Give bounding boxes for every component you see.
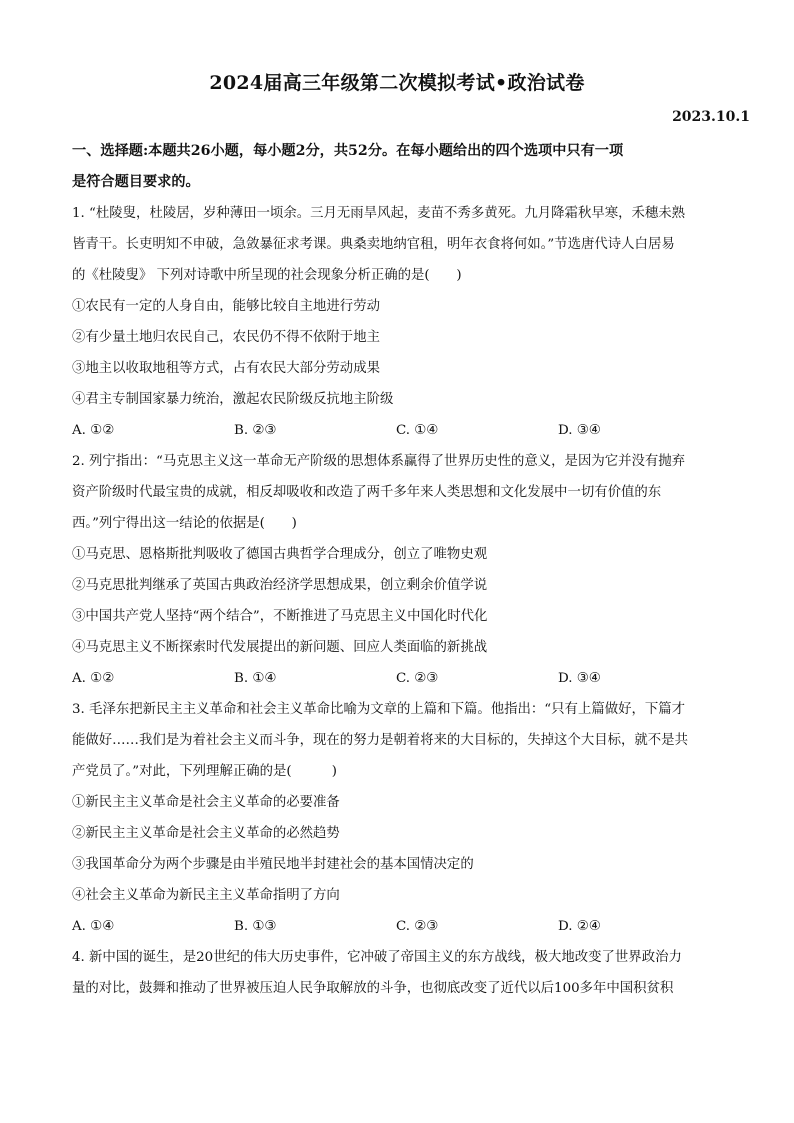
option-d: D. ②④ <box>558 919 601 934</box>
statement-item: ③地主以收取地租等方式，占有农民大部分劳动成果 <box>72 361 380 376</box>
answer-options <box>72 911 732 942</box>
option-b: B. ①④ <box>234 671 277 686</box>
section-heading-line: 一、选择题:本题共26小题，每小题2分，共52分。在每小题给出的四个选项中只有一项 <box>72 143 624 159</box>
question-3 <box>72 694 732 942</box>
statement-item: ①农民有一定的人身自由，能够比较自主地进行劳动 <box>72 299 380 314</box>
question-stem-line: 2. 列宁指出：“马克思主义这一革命无产阶级的思想体系赢得了世界历史性的意义，是因为它并没有抛弃 <box>72 454 686 469</box>
question-2 <box>72 446 732 694</box>
statement-item: ③中国共产党人坚持“两个结合”，不断推进了马克思主义中国化时代化 <box>72 609 488 624</box>
question-stem-line: 资产阶级时代最宝贵的成就，相反却吸收和改造了两千多年来人类思想和文化发展中一切有价值的东 <box>72 485 662 500</box>
option-d: D. ③④ <box>558 671 601 686</box>
section-heading-line: 是符合题目要求的。 <box>72 174 200 190</box>
question-stem-line: 3. 毛泽东把新民主主义革命和社会主义革命比喻为文章的上篇和下篇。他指出：“只有上篇做好，下篇才 <box>72 702 686 717</box>
statement-item: ④君主专制国家暴力统治，激起农民阶级反抗地主阶级 <box>72 392 394 407</box>
answer-options <box>72 663 732 694</box>
exam-content <box>72 136 732 1004</box>
question-stem-line: 西。”列宁得出这一结论的依据是( ) <box>72 516 297 531</box>
exam-date: 2023.10.1 <box>672 109 750 125</box>
question-stem-line: 能做好……我们是为着社会主义而斗争，现在的努力是朝着将来的大目标的，失掉这个大目标，就不是共 <box>72 733 688 748</box>
question-4 <box>72 942 732 1004</box>
question-1 <box>72 198 732 446</box>
option-b: B. ②③ <box>234 423 277 438</box>
option-d: D. ③④ <box>558 423 601 438</box>
question-stem-line: 的《杜陵叟》 下列对诗歌中所呈现的社会现象分析正确的是( ) <box>72 268 462 283</box>
question-stem-line: 产党员了。”对此，下列理解正确的是( ) <box>72 764 338 779</box>
statement-item: ④马克思主义不断探索时代发展提出的新问题、回应人类面临的新挑战 <box>72 640 488 655</box>
question-stem-line: 1. “杜陵叟，杜陵居，岁种薄田一顷余。三月无雨旱风起，麦苗不秀多黄死。九月降霜秋早寒，禾穗未熟 <box>72 206 686 221</box>
statement-item: ①新民主主义革命是社会主义革命的必要准备 <box>72 795 340 810</box>
option-c: C. ①④ <box>396 423 439 438</box>
question-stem-line: 4. 新中国的诞生，是20世纪的伟大历史事件，它冲破了帝国主义的东方战线，极大地改变了世界政治力 <box>72 950 682 965</box>
statement-item: ③我国革命分为两个步骤是由半殖民地半封建社会的基本国情决定的 <box>72 857 474 872</box>
statement-item: ②马克思批判继承了英国古典政治经济学思想成果，创立剩余价值学说 <box>72 578 488 593</box>
statement-item: ②新民主主义革命是社会主义革命的必然趋势 <box>72 826 340 841</box>
question-stem-line: 皆青干。长吏明知不申破，急敛暴征求考课。典桑卖地纳官租，明年衣食将何如。”节选唐代诗人白居易 <box>72 237 675 252</box>
option-a: A. ①② <box>72 671 115 686</box>
option-c: C. ②③ <box>396 919 439 934</box>
page-title: 2024届高三年级第二次模拟考试•政治试卷 <box>209 72 585 94</box>
statement-item: ②有少量土地归农民自己，农民仍不得不依附于地主 <box>72 330 380 345</box>
option-b: B. ①③ <box>234 919 277 934</box>
option-c: C. ②③ <box>396 671 439 686</box>
question-stem-line: 量的对比，鼓舞和推动了世界被压迫人民争取解放的斗争，也彻底改变了近代以后100多年中国积贫积 <box>72 981 674 996</box>
option-a: A. ①② <box>72 423 115 438</box>
answer-options <box>72 415 732 446</box>
statement-item: ④社会主义革命为新民主主义革命指明了方向 <box>72 888 340 903</box>
statement-item: ①马克思、恩格斯批判吸收了德国古典哲学合理成分，创立了唯物史观 <box>72 547 488 562</box>
option-a: A. ①④ <box>72 919 115 934</box>
